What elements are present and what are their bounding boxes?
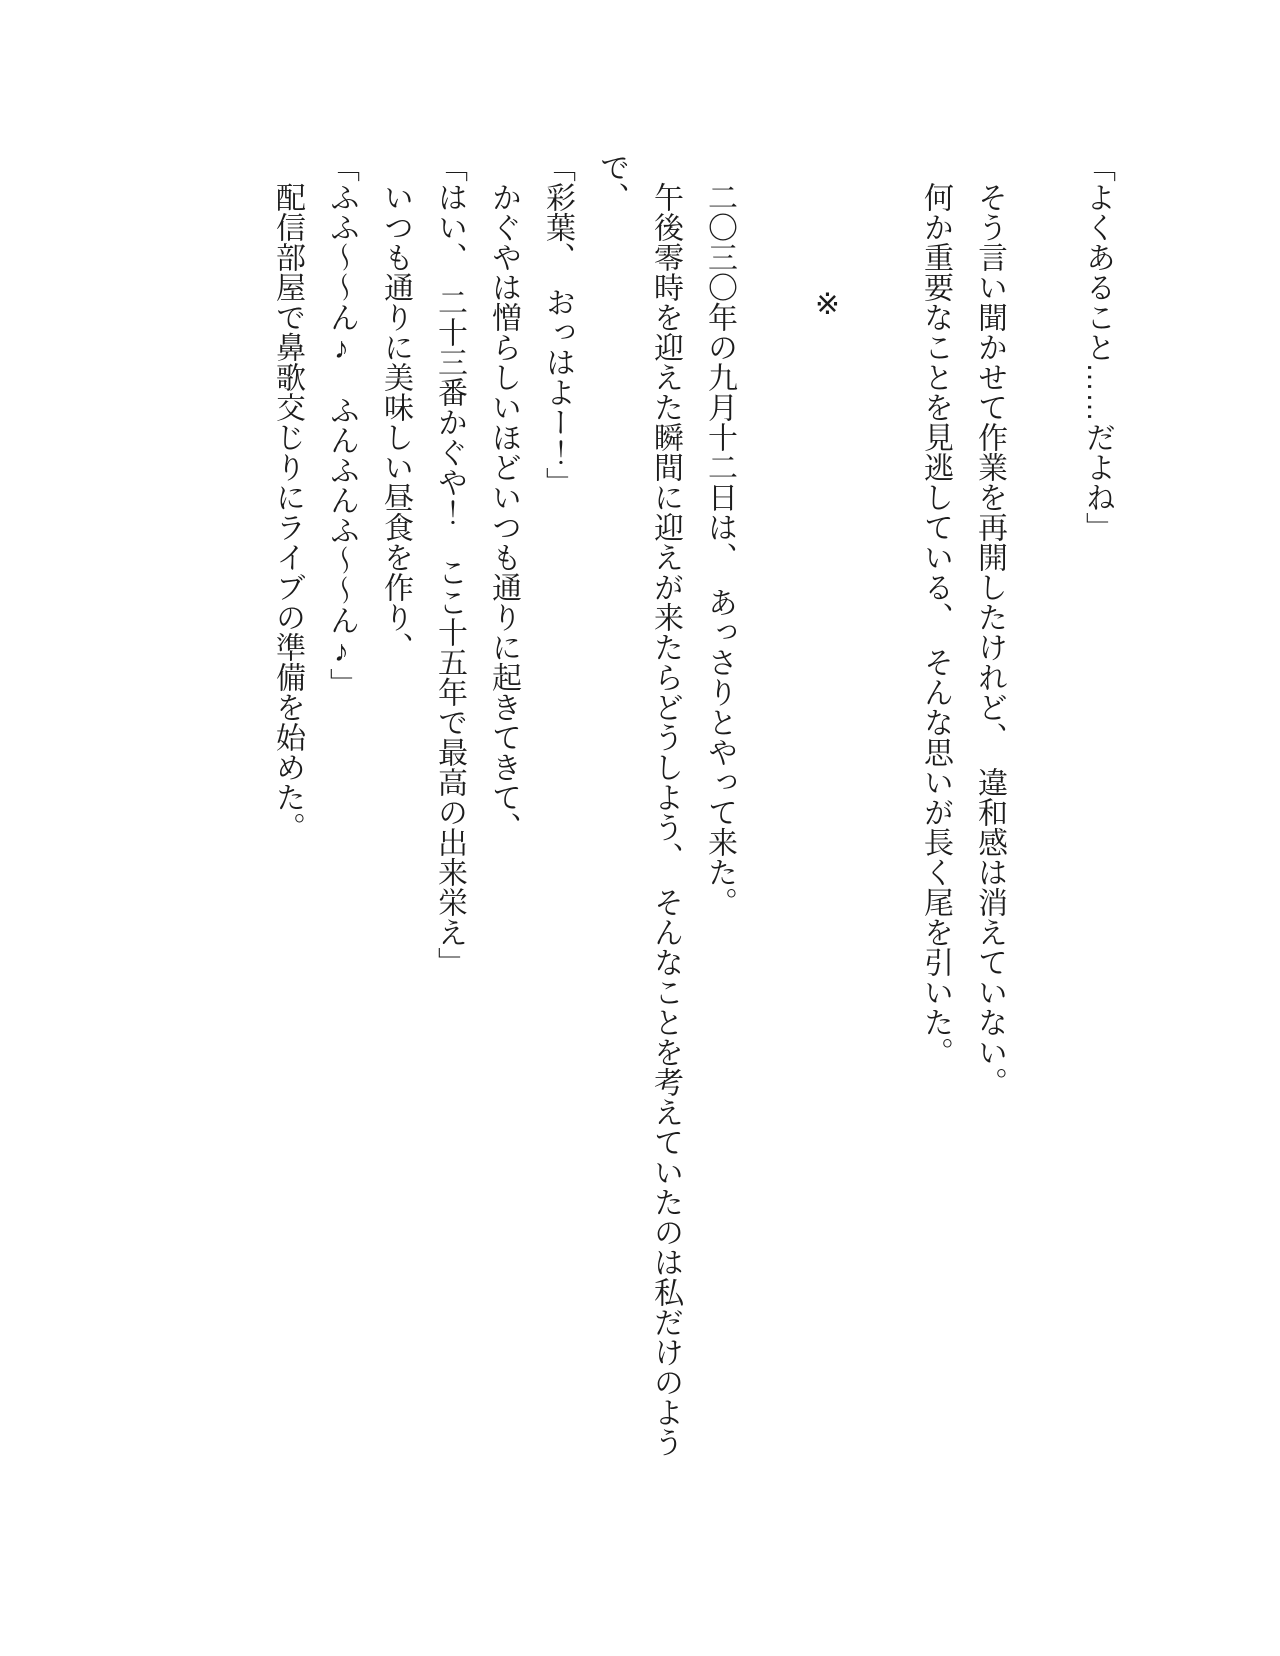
dialogue-line: 「ふふ〜〜ん♪ ふんふんふ〜〜ん♪」 — [325, 152, 358, 698]
blank-line — [854, 152, 908, 1487]
dialogue-line: 「よくあること……だよね」 — [1081, 152, 1114, 542]
narration-line: 二〇三〇年の九月十二日は、 あっさりとやって来た。 — [703, 182, 736, 917]
narration-line: 配信部屋で鼻歌交じりにライブの準備を始めた。 — [271, 182, 304, 842]
dialogue-line: 「彩葉、 おっはよー！」 — [541, 152, 574, 497]
blank-line — [746, 152, 800, 1487]
section-break-marker: ※ — [811, 287, 844, 322]
narration-line: 何か重要なことを見逃している、 そんな思いが長く尾を引いた。 — [919, 182, 952, 1067]
story-text-block — [260, 152, 1124, 1487]
narration-line: いつも通りに美味しい昼食を作り、 — [379, 182, 412, 662]
narration-line: そう言い聞かせて作業を再開したけれど、 違和感は消えていない。 — [973, 182, 1006, 1097]
narration-line: 午後零時を迎えた瞬間に迎えが来たらどうしよう、 そんなことを考えていたのは私だけのようで、 — [595, 152, 682, 1457]
narration-line: かぐやは憎らしいほどいつも通りに起きてきて、 — [487, 182, 520, 842]
blank-line — [1016, 152, 1070, 1487]
dialogue-line: 「はい、 二十三番かぐや！ ここ十五年で最高の出来栄え」 — [433, 152, 466, 977]
